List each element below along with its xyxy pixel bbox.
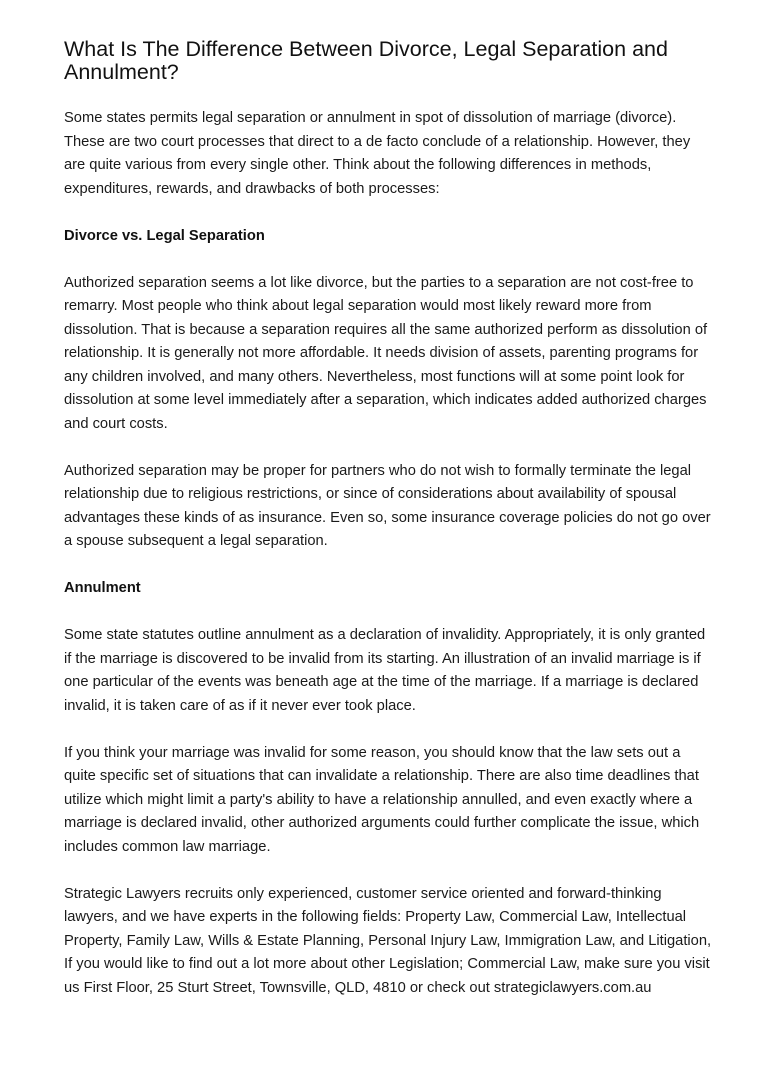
- section-heading-annulment: Annulment: [64, 580, 141, 596]
- paragraph-annulment-invalid: If you think your marriage was invalid for some reason, you should know that the law sets out a quite specific set of situations that can invalidate a relationship. There are also time deadlines that utilize which might limit a party's ability to have a relationship annulled, and even exactly where a marriage is declared invalid, other authorized arguments could further complicate the issue, which includes common law marriage.: [64, 744, 700, 855]
- paragraph-strategic-lawyers: Strategic Lawyers recruits only experienced, customer service oriented and forward-thinking lawyers, and we have experts in the following fields: Property Law, Commercial Law, Intellectual Property, Family Law, Wills & Estate Planning, Personal Injury Law, Immigration Law, and Litigation, If you would like to find out a lot more about other Legislation; Commercial Law, make sure you visit us First Floor, 25 Sturt Street, Townsville, QLD, 4810 or check out strategiclawyers.com.au: [64, 885, 712, 996]
- page-title: What Is The Difference Between Divorce, Legal Separation and Annulment?: [64, 37, 668, 84]
- paragraph-separation-costs: Authorized separation seems a lot like divorce, but the parties to a separation are not cost-free to remarry. Most people who think about legal separation would most likely reward more from dissolution. That is because a separation requires all the same authorized perform as dissolution of relationship. It is generally not more affordable. It needs division of assets, parenting programs for any children involved, and many others. Nevertheless, most functions will at some point look for dissolution at some level immediately after a separation, which indicates added authorized charges and court costs.: [64, 274, 708, 432]
- paragraph-separation-reasons: Authorized separation may be proper for partners who do not wish to formally terminate the legal relationship due to religious restrictions, or since of considerations about availability of spousal advantages these kinds of as insurance. Even so, some insurance coverage policies do not go over a spouse subsequent a legal separation.: [64, 462, 711, 549]
- paragraph-annulment-definition: Some state statutes outline annulment as a declaration of invalidity. Appropriately, it is only granted if the marriage is discovered to be invalid from its starting. An illustration of an invalid marriage is if one particular of the events was beneath age at the time of the marriage. If a marriage is declared invalid, it is taken care of as if it never ever took place.: [64, 627, 706, 714]
- document-page: [64, 38, 714, 1000]
- intro-paragraph: Some states permits legal separation or annulment in spot of dissolution of marriage (divorce). These are two court processes that direct to a de facto conclude of a relationship. However, they are quite various from every single other. Think about the following differences in methods, expenditures, rewards, and drawbacks of both processes:: [64, 110, 691, 197]
- section-heading-divorce-vs-separation: Divorce vs. Legal Separation: [64, 227, 265, 244]
